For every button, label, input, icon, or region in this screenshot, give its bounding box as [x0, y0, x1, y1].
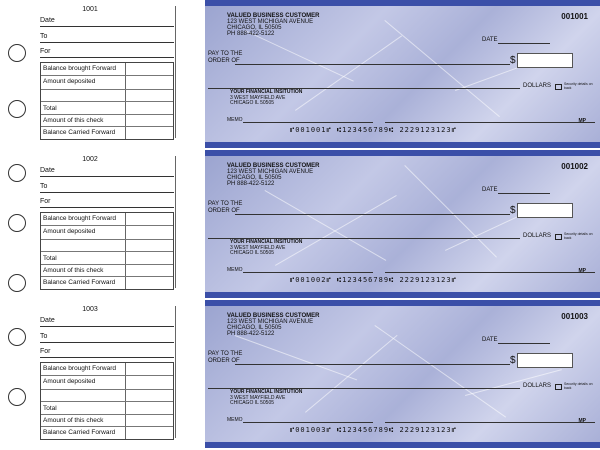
memo-line[interactable] — [243, 422, 373, 423]
micr-line: ⑈001002⑈ ⑆123456789⑆ 2229123123⑈ — [290, 276, 457, 284]
punch-hole — [8, 44, 26, 62]
bank-address-1: 3 WEST MAYFIELD AVE — [230, 245, 286, 251]
check-3 — [205, 300, 600, 448]
check-row-1 — [0, 0, 600, 148]
memo-label: MEMO — [227, 267, 243, 273]
stub-ledger — [40, 362, 174, 440]
check-row-3 — [0, 300, 600, 448]
stub-to-label: To — [40, 333, 48, 340]
payee-line[interactable] — [235, 214, 510, 215]
dollar-sign: $ — [510, 55, 516, 66]
memo-line[interactable] — [243, 272, 373, 273]
stub-number: 1001 — [82, 6, 98, 13]
payee-line[interactable] — [235, 364, 510, 365]
check-stub-2 — [0, 150, 200, 298]
bank-name: YOUR FINANCIAL INSITUTION — [230, 89, 303, 95]
check-bottom-bar — [205, 142, 600, 148]
date-label: DATE — [482, 187, 498, 193]
mp-mark: MP — [578, 418, 586, 424]
pay-to-label: PAY TO THE — [208, 201, 243, 207]
stub-for-label: For — [40, 48, 51, 55]
stub-number: 1002 — [82, 156, 98, 163]
dollar-sign: $ — [510, 205, 516, 216]
company-name: VALUED BUSINESS CUSTOMER — [227, 313, 320, 319]
bank-name: YOUR FINANCIAL INSITUTION — [230, 389, 303, 395]
stub-for-label: For — [40, 198, 51, 205]
security-note: Security details on back — [564, 382, 593, 390]
amount-deposited-label: Amount deposited — [43, 378, 96, 385]
date-line[interactable] — [498, 193, 550, 194]
stub-date-line[interactable] — [40, 166, 174, 177]
micr-line: ⑈001001⑈ ⑆123456789⑆ 2229123123⑈ — [290, 126, 457, 134]
amount-box[interactable] — [517, 203, 573, 218]
amount-box[interactable] — [517, 53, 573, 68]
security-note: Security details on back — [564, 82, 593, 90]
balance-carried-label: Balance Carried Forward — [43, 129, 116, 136]
ledger-row-line — [41, 126, 173, 127]
lock-icon — [555, 234, 562, 240]
memo-line[interactable] — [243, 122, 373, 123]
dollars-label: DOLLARS — [523, 233, 552, 239]
signature-line[interactable] — [385, 122, 595, 123]
stub-divider — [175, 6, 176, 138]
bank-address-2: CHICAGO IL 50505 — [230, 250, 275, 256]
bank-name: YOUR FINANCIAL INSITUTION — [230, 239, 303, 245]
company-name: VALUED BUSINESS CUSTOMER — [227, 163, 320, 169]
pay-to-label: PAY TO THE — [208, 351, 243, 357]
date-line[interactable] — [498, 343, 550, 344]
stub-for-line[interactable] — [40, 197, 174, 208]
company-name: VALUED BUSINESS CUSTOMER — [227, 13, 320, 19]
amount-deposited-label: Amount deposited — [43, 228, 96, 235]
marble-vein — [295, 35, 402, 110]
punch-hole — [8, 388, 26, 406]
ledger-row-line — [41, 264, 173, 265]
marble-vein — [235, 335, 358, 380]
check-bottom-bar — [205, 292, 600, 298]
balance-forward-label: Balance brought Forward — [43, 65, 116, 72]
ledger-row-line — [41, 239, 173, 240]
company-phone: PH 888-422-5122 — [227, 31, 275, 37]
stub-for-line[interactable] — [40, 47, 174, 58]
balance-carried-label: Balance Carried Forward — [43, 429, 116, 436]
punch-hole — [8, 274, 26, 292]
stub-to-line[interactable] — [40, 32, 174, 43]
ledger-row-line — [41, 225, 173, 226]
marble-vein — [305, 335, 398, 413]
order-of-label: ORDER OF — [208, 358, 240, 364]
punch-hole — [8, 328, 26, 346]
marble-vein — [404, 165, 497, 258]
stub-date-label: Date — [40, 167, 55, 174]
company-address-2: CHICAGO, IL 50505 — [227, 325, 282, 331]
company-address-2: CHICAGO, IL 50505 — [227, 175, 282, 181]
check-stub-3 — [0, 300, 200, 448]
pay-to-label: PAY TO THE — [208, 51, 243, 57]
company-phone: PH 888-422-5122 — [227, 331, 275, 337]
balance-forward-label: Balance brought Forward — [43, 215, 116, 222]
stub-ledger — [40, 212, 174, 290]
stub-to-label: To — [40, 33, 48, 40]
punch-hole — [8, 214, 26, 232]
payee-line[interactable] — [235, 64, 510, 65]
ledger-row-line — [41, 401, 173, 402]
check-number: 001002 — [561, 162, 588, 171]
stub-ledger — [40, 62, 174, 140]
check-top-bar — [205, 0, 600, 6]
stub-for-line[interactable] — [40, 347, 174, 358]
ledger-row-line — [41, 114, 173, 115]
bank-address-1: 3 WEST MAYFIELD AVE — [230, 95, 286, 101]
stub-for-label: For — [40, 348, 51, 355]
punch-hole — [8, 100, 26, 118]
check-top-bar — [205, 150, 600, 156]
order-of-label: ORDER OF — [208, 208, 240, 214]
lock-icon — [555, 84, 562, 90]
stub-to-line[interactable] — [40, 182, 174, 193]
dollars-label: DOLLARS — [523, 83, 552, 89]
stub-date-label: Date — [40, 317, 55, 324]
marble-vein — [245, 30, 354, 82]
company-address-1: 123 WEST MICHIGAN AVENUE — [227, 169, 314, 175]
balance-forward-label: Balance brought Forward — [43, 365, 116, 372]
check-2 — [205, 150, 600, 298]
stub-divider — [175, 306, 176, 438]
company-address-1: 123 WEST MICHIGAN AVENUE — [227, 19, 314, 25]
signature-line[interactable] — [385, 272, 595, 273]
lock-icon — [555, 384, 562, 390]
bank-address-1: 3 WEST MAYFIELD AVE — [230, 395, 286, 401]
amount-deposited-label: Amount deposited — [43, 78, 96, 85]
ledger-row-line — [41, 414, 173, 415]
amount-of-check-label: Amount of this check — [43, 117, 104, 124]
memo-label: MEMO — [227, 117, 243, 123]
ledger-row-line — [41, 426, 173, 427]
amount-box[interactable] — [517, 353, 573, 368]
bank-address-2: CHICAGO IL 50505 — [230, 400, 275, 406]
bank-address-2: CHICAGO IL 50505 — [230, 100, 275, 106]
date-label: DATE — [482, 37, 498, 43]
check-stub-1 — [0, 0, 200, 148]
company-address-1: 123 WEST MICHIGAN AVENUE — [227, 319, 314, 325]
check-bottom-bar — [205, 442, 600, 448]
micr-line: ⑈001003⑈ ⑆123456789⑆ 2229123123⑈ — [290, 426, 457, 434]
punch-hole — [8, 164, 26, 182]
company-phone: PH 888-422-5122 — [227, 181, 275, 187]
stub-to-label: To — [40, 183, 48, 190]
date-label: DATE — [482, 337, 498, 343]
ledger-row-line — [41, 276, 173, 277]
ledger-row-line — [41, 75, 173, 76]
stub-number: 1003 — [82, 306, 98, 313]
stub-date-line[interactable] — [40, 16, 174, 27]
check-number: 001001 — [561, 12, 588, 21]
ledger-row-line — [41, 89, 173, 90]
stub-divider — [175, 156, 176, 288]
check-1 — [205, 0, 600, 148]
balance-carried-label: Balance Carried Forward — [43, 279, 116, 286]
marble-vein — [384, 20, 500, 117]
company-address-2: CHICAGO, IL 50505 — [227, 25, 282, 31]
stub-date-label: Date — [40, 17, 55, 24]
check-row-2 — [0, 150, 600, 298]
date-line[interactable] — [498, 43, 550, 44]
dollars-label: DOLLARS — [523, 383, 552, 389]
total-label: Total — [43, 405, 57, 412]
security-note: Security details on back — [564, 232, 593, 240]
dollar-sign: $ — [510, 355, 516, 366]
amount-of-check-label: Amount of this check — [43, 417, 104, 424]
order-of-label: ORDER OF — [208, 58, 240, 64]
total-label: Total — [43, 255, 57, 262]
ledger-row-line — [41, 251, 173, 252]
total-label: Total — [43, 105, 57, 112]
mp-mark: MP — [578, 268, 586, 274]
stub-to-line[interactable] — [40, 332, 174, 343]
check-number: 001003 — [561, 312, 588, 321]
ledger-row-line — [41, 375, 173, 376]
signature-line[interactable] — [385, 422, 595, 423]
check-top-bar — [205, 300, 600, 306]
ledger-row-line — [41, 101, 173, 102]
ledger-row-line — [41, 389, 173, 390]
memo-label: MEMO — [227, 417, 243, 423]
stub-date-line[interactable] — [40, 316, 174, 327]
amount-of-check-label: Amount of this check — [43, 267, 104, 274]
mp-mark: MP — [578, 118, 586, 124]
